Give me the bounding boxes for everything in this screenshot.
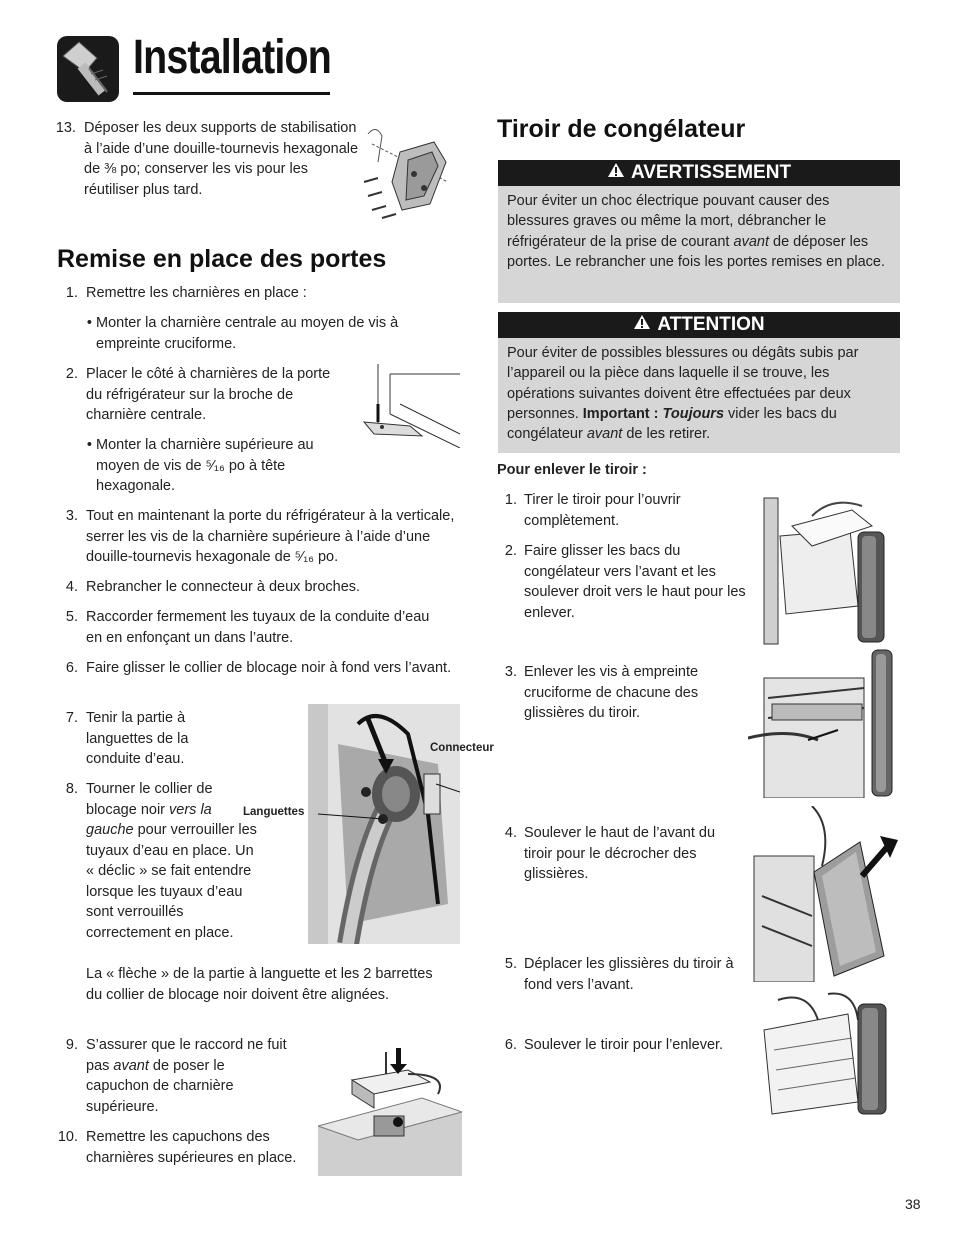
step-text: Monter la charnière centrale au moyen de vis à empreinte cruciforme. — [96, 315, 399, 352]
freezer-drawer-open-illustration — [762, 496, 896, 646]
step-number: 8. — [65, 781, 78, 797]
lift-drawer-out-illustration — [758, 990, 890, 1116]
warning-text: Pour éviter un choc électrique pouvant causer des blessures graves ou même la mort, débrancher le réfrigérateur de la prise de courant avant de déposer les portes. Le rebrancher une fois les portes remises en place. — [507, 193, 886, 270]
page-number: 38 — [905, 1196, 921, 1212]
step-number: 6. — [504, 1037, 517, 1053]
bullet: • — [86, 315, 92, 331]
lift-drawer-front-illustration — [752, 806, 898, 982]
step-number: 7. — [65, 710, 78, 726]
caution-label: ATTENTION — [657, 314, 765, 335]
step-number: 1. — [504, 492, 517, 508]
step-number: 2. — [504, 543, 517, 559]
subhead-remove-drawer: Pour enlever le tiroir : — [497, 462, 647, 478]
caution-box — [498, 312, 900, 453]
water-line-coupling-illustration — [308, 704, 460, 944]
step-text: Tirer le tiroir pour l’ouvrir complètement. — [524, 492, 681, 529]
screw-icon — [57, 36, 119, 102]
step-text: Soulever le haut de l’avant du tiroir pour le décrocher des glissières. — [524, 825, 716, 882]
section-title-doors: Remise en place des portes — [57, 245, 387, 273]
title-underline — [133, 92, 330, 95]
step-number: 3. — [504, 664, 517, 680]
step-text: Faire glisser le collier de blocage noir à fond vers l’avant. — [86, 660, 452, 676]
step-number: 4. — [65, 579, 78, 595]
stabilizer-bracket-illustration — [358, 122, 458, 222]
hinge-illustration — [360, 364, 462, 448]
step-text: Déposer les deux supports de stabilisation à l’aide d’une douille-tournevis hexagonale de ⅜ po; conserver les vis pour les réutiliser plus tard. — [84, 120, 359, 198]
warning-box — [498, 160, 900, 303]
step-text: Monter la charnière supérieure au moyen de vis de ⁵⁄₁₆ po à tête hexagonale. — [96, 437, 314, 494]
caution-text: Pour éviter de possibles blessures ou dégâts subis par l’appareil ou la pièce dans laquelle il se trouve, les opérations suivantes doivent être effectuées par deux personnes. Important : Toujours vider les bacs du congélateur avant de les retirer. — [507, 345, 859, 443]
step-text-note: La « flèche » de la partie à languette et les 2 barrettes du collier de blocage noir doivent être alignées. — [86, 966, 433, 1003]
section-title-freezer: Tiroir de congélateur — [497, 115, 746, 143]
step-text: Placer le côté à charnières de la porte du réfrigérateur sur la broche de charnière centrale. — [86, 366, 331, 423]
step-number: 5. — [65, 609, 78, 625]
hinge-cap-illustration — [318, 1044, 462, 1176]
connector-label: Connecteur — [430, 742, 494, 754]
step-number: 6. — [65, 660, 78, 676]
step-text: Tout en maintenant la porte du réfrigérateur à la verticale, serrer les vis de la charnière supérieure à l’aide d’une douille-tournevis hexagonale de ⁵⁄₁₆ po. — [86, 508, 455, 565]
step-text: S’assurer que le raccord ne fuit pas avant de poser le capuchon de charnière supérieure. — [86, 1037, 287, 1115]
step-number: 10. — [57, 1129, 78, 1145]
warning-triangle-icon — [633, 314, 651, 336]
warning-header — [498, 160, 900, 186]
caution-header — [498, 312, 900, 338]
step-text: Remettre les capuchons des charnières supérieures en place. — [86, 1129, 297, 1166]
step-number: 4. — [504, 825, 517, 841]
step-text: Faire glisser les bacs du congélateur vers l’avant et les soulever droit vers le haut pour les enlever. — [524, 543, 746, 621]
warning-label: AVERTISSEMENT — [630, 162, 792, 183]
drawer-slide-screws-illustration — [748, 648, 896, 798]
step-number: 5. — [504, 956, 517, 972]
bullet: • — [86, 437, 92, 453]
warning-triangle-icon — [607, 162, 625, 184]
step-text: Raccorder fermement les tuyaux de la conduite d’eau en en enfonçant un dans l’autre. — [86, 609, 430, 646]
step-number: 9. — [65, 1037, 78, 1053]
step-text: Remettre les charnières en place : — [86, 285, 307, 301]
step-text: Tourner le collier de blocage noir vers la gauche pour verrouiller les tuyaux d’eau en place. Un « déclic » se fait entendre lorsque les tuyaux d’eau sont verrouillés correctement en place. — [86, 781, 257, 941]
step-number: 13. — [55, 120, 76, 136]
step-text: Déplacer les glissières du tiroir à fond vers l’avant. — [524, 956, 734, 993]
step-text: Tenir la partie à languettes de la conduite d’eau. — [86, 710, 189, 767]
step-text: Enlever les vis à empreinte cruciforme de chacune des glissières du tiroir. — [524, 664, 699, 721]
step-number: 2. — [65, 366, 78, 382]
step-text: Rebrancher le connecteur à deux broches. — [86, 579, 361, 595]
step-number: 1. — [65, 285, 78, 301]
step-number: 3. — [65, 508, 78, 524]
step-text: Soulever le tiroir pour l’enlever. — [524, 1037, 724, 1053]
page-title: Installation — [133, 31, 331, 84]
tabs-label: Languettes — [243, 806, 305, 818]
